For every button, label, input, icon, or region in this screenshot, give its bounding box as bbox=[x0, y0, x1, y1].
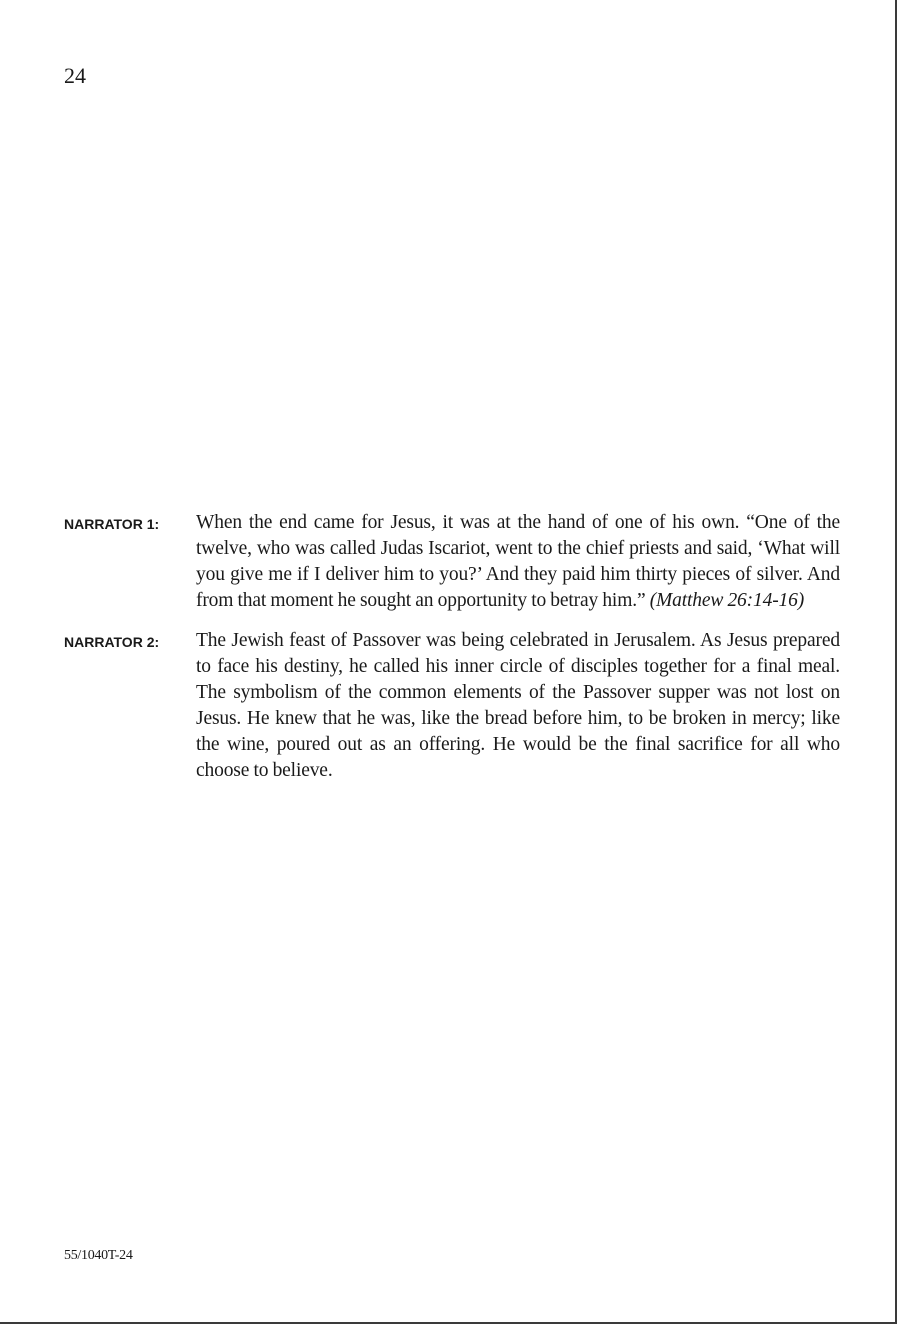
speech-narrator-1 bbox=[64, 510, 840, 614]
scripture-citation: (Matthew 26:14-16) bbox=[649, 590, 805, 611]
page-number: 24 bbox=[64, 63, 86, 88]
script-body bbox=[64, 510, 840, 798]
speech-text bbox=[196, 510, 840, 614]
speech-narrator-2 bbox=[64, 628, 840, 784]
catalog-code: 55/1040T-24 bbox=[64, 1248, 133, 1263]
speaker-label: NARRATOR 1: bbox=[64, 516, 160, 532]
speech-body: When the end came for Jesus, it was at the hand of one of his own. “One of the twelve, who was called Judas Iscariot, went to the chief priests and said, ‘What will you give me if I deliver him to you?’ And they paid him thirty pieces of silver. And from that moment he sought an opportunity to betray him.” bbox=[196, 512, 840, 611]
speaker-label: NARRATOR 2: bbox=[64, 634, 160, 650]
speech-body: The Jewish feast of Passover was being celebrated in Jerusalem. As Jesus prepared to face his destiny, he called his inner circle of disciples together for a final meal. The symbolism of the common elements of the Passover supper was not lost on Jesus. He knew that he was, like the bread before him, to be broken in mercy; like the wine, poured out as an offering. He would be the final sacrifice for all who choose to believe. bbox=[196, 630, 840, 781]
speech-text bbox=[196, 628, 840, 784]
